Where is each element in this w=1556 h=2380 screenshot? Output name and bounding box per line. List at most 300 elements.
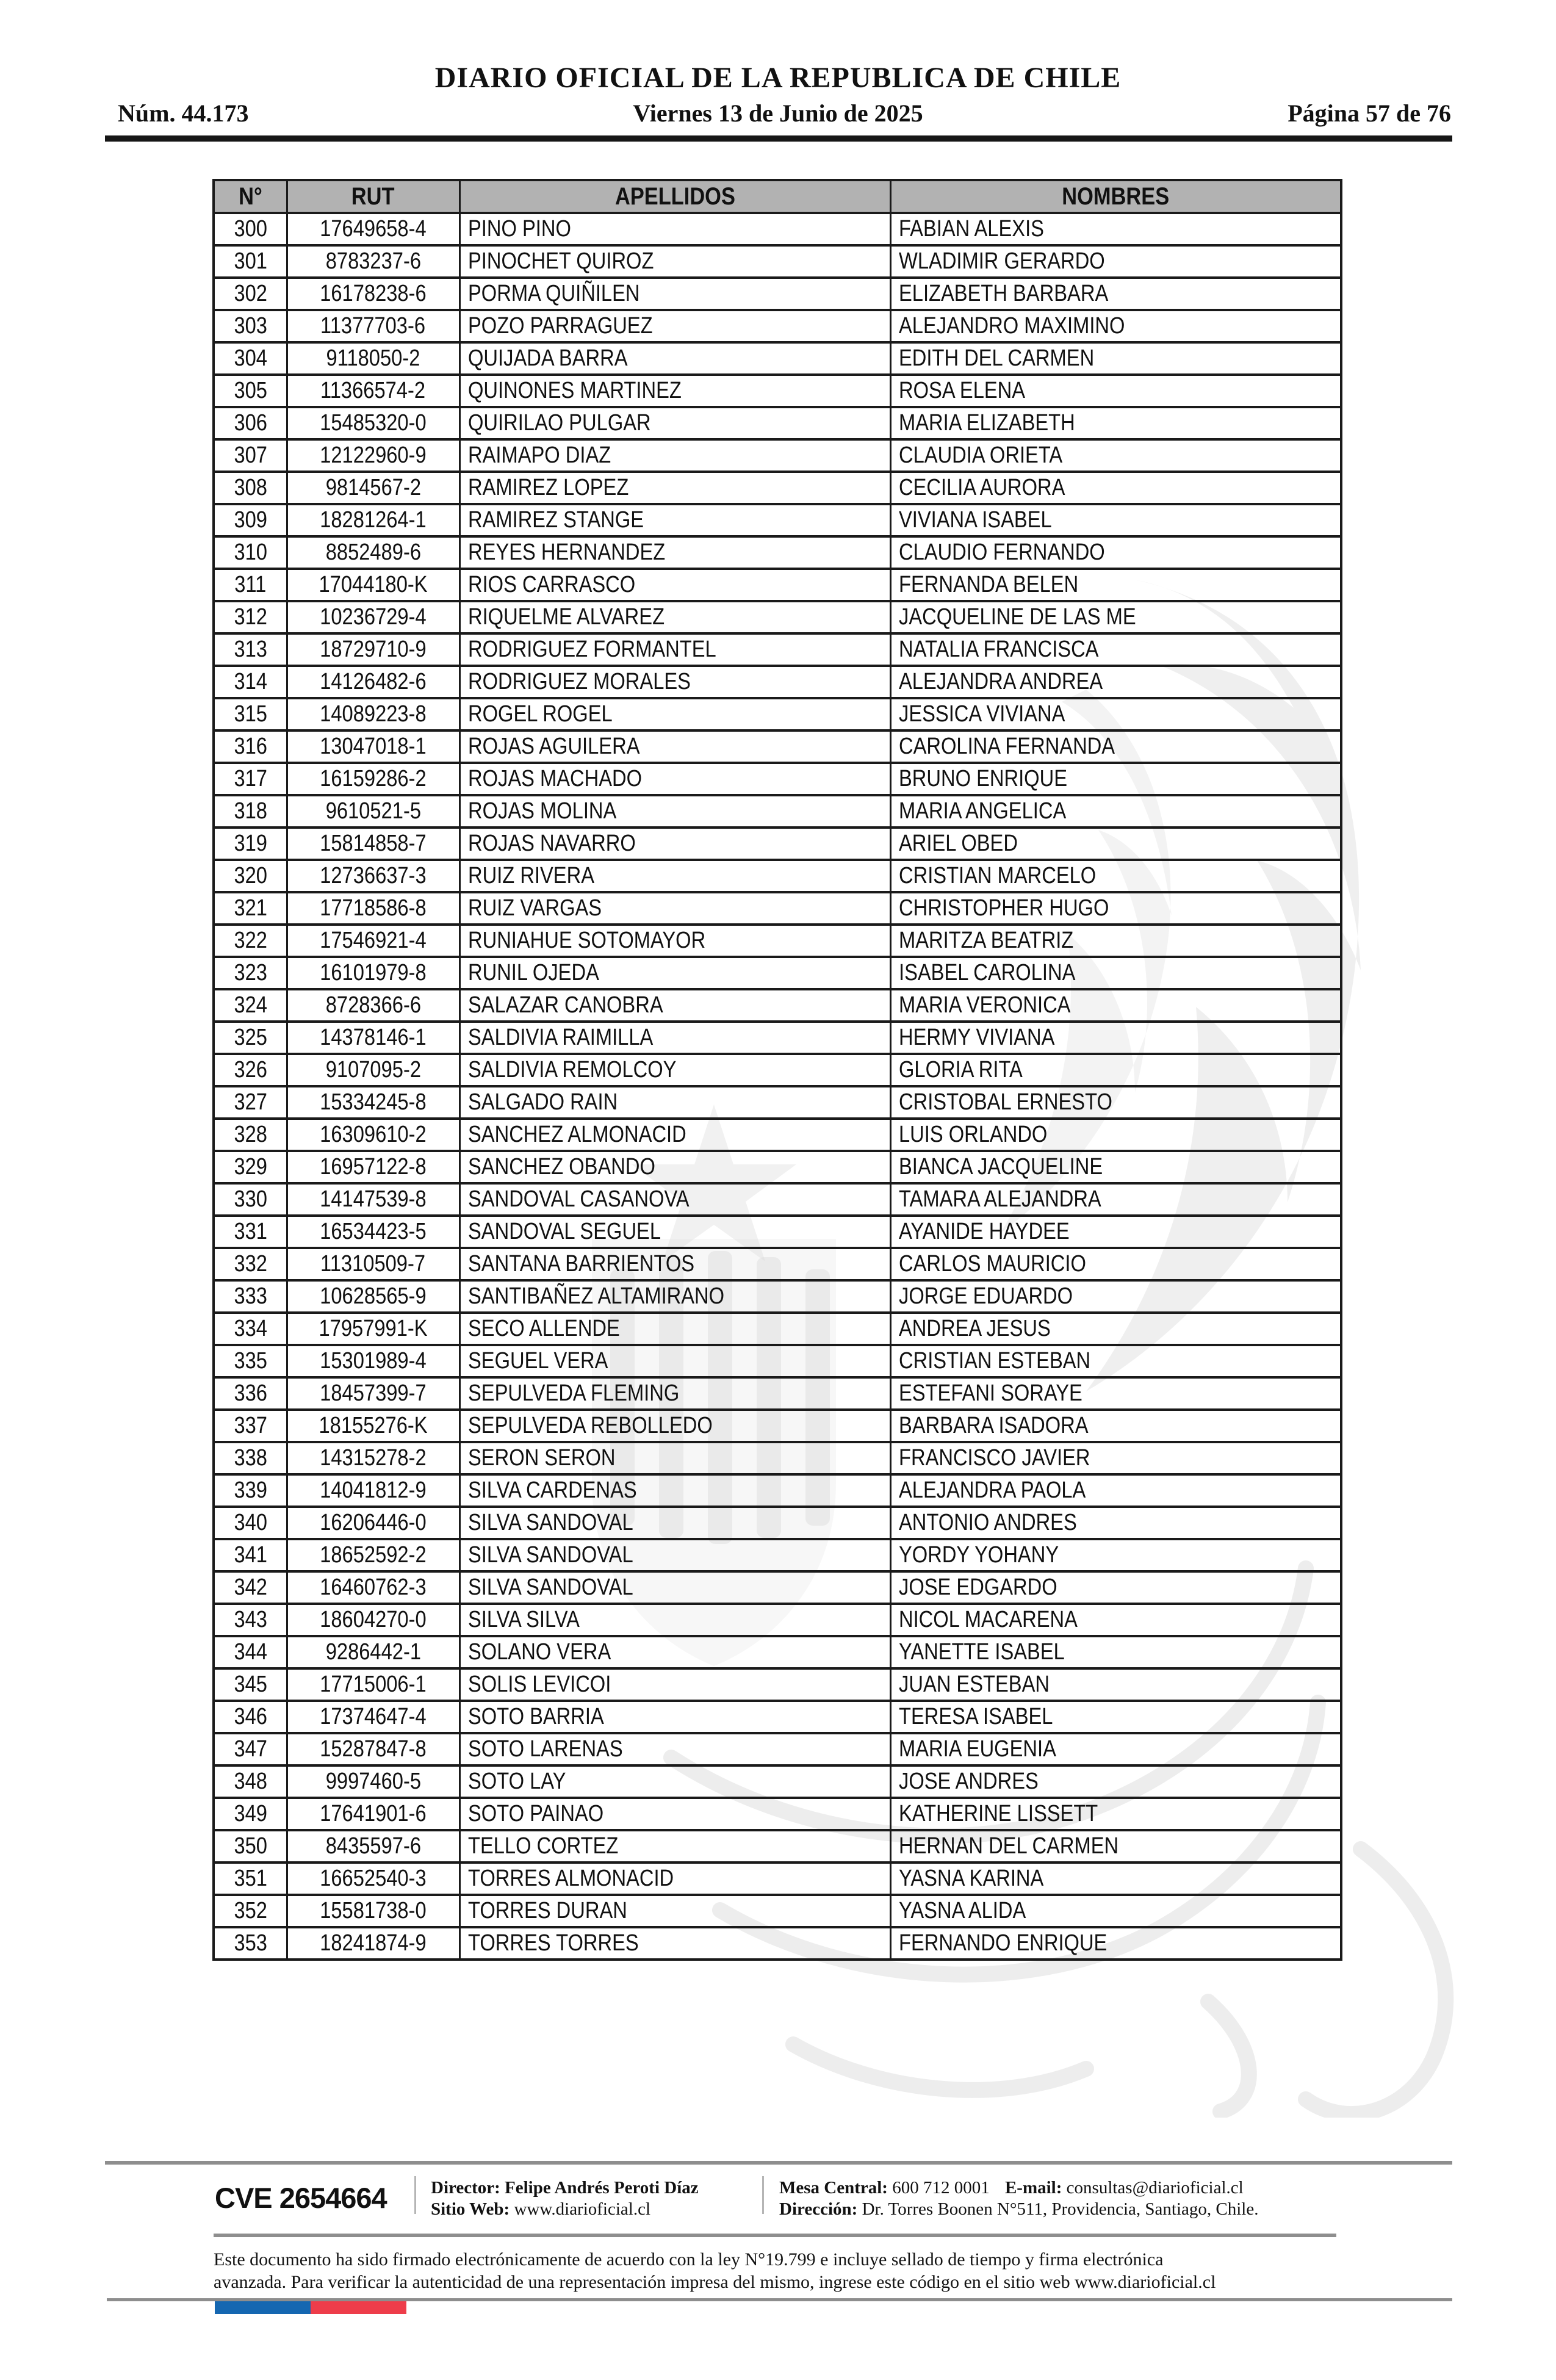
cell-apellidos xyxy=(459,375,890,407)
cell-rut xyxy=(287,1345,459,1377)
table-row xyxy=(214,1216,1341,1248)
cell-text: BIANCA JACQUELINE xyxy=(898,1154,1103,1180)
cell-text: 18241874-9 xyxy=(320,1930,427,1956)
cell-nombres xyxy=(890,666,1341,698)
cell-text: 8728366-6 xyxy=(325,992,421,1018)
column-header-label: N° xyxy=(238,182,262,210)
table-row xyxy=(214,310,1341,342)
cell-apellidos xyxy=(459,925,890,957)
cell-apellidos xyxy=(459,310,890,342)
cell-nombres xyxy=(890,860,1341,892)
cell-rut xyxy=(287,536,459,569)
cell-text: ROSA ELENA xyxy=(898,378,1025,403)
cell-text: CLAUDIO FERNANDO xyxy=(898,539,1105,565)
cell-text: 353 xyxy=(233,1930,267,1956)
cell-text: ROJAS NAVARRO xyxy=(467,831,636,856)
cell-text: 16957122-8 xyxy=(320,1154,427,1180)
column-header-num xyxy=(214,180,287,213)
cell-text: RIQUELME ALVAREZ xyxy=(467,604,665,630)
cell-text: SALGADO RAIN xyxy=(467,1089,618,1115)
cell-text: SOTO PAINAO xyxy=(467,1801,603,1826)
table-row xyxy=(214,1054,1341,1086)
cell-nombres xyxy=(890,601,1341,633)
cell-nombres xyxy=(890,1733,1341,1765)
table-row xyxy=(214,666,1341,698)
cell-nombres xyxy=(890,407,1341,439)
table-row xyxy=(214,1119,1341,1151)
table-row xyxy=(214,601,1341,633)
cell-nombres xyxy=(890,730,1341,763)
cell-text: 15485320-0 xyxy=(320,410,427,436)
cell-apellidos xyxy=(459,342,890,375)
cell-apellidos xyxy=(459,795,890,828)
table-row xyxy=(214,795,1341,828)
cell-num xyxy=(214,730,287,763)
cell-nombres xyxy=(890,1313,1341,1345)
table-row xyxy=(214,1863,1341,1895)
table-row xyxy=(214,1636,1341,1668)
cell-text: RODRIGUEZ FORMANTEL xyxy=(467,636,716,662)
cell-apellidos xyxy=(459,1830,890,1863)
cell-nombres xyxy=(890,342,1341,375)
cell-num xyxy=(214,925,287,957)
cell-text: 11377703-6 xyxy=(320,313,426,339)
cell-nombres xyxy=(890,1248,1341,1280)
cell-rut xyxy=(287,1571,459,1604)
cell-text: MARITZA BEATRIZ xyxy=(898,928,1073,953)
cell-text: 307 xyxy=(233,442,267,468)
cell-apellidos xyxy=(459,1183,890,1216)
cell-num xyxy=(214,472,287,504)
cell-text: 345 xyxy=(233,1671,267,1697)
cell-text: 14089223-8 xyxy=(320,701,427,727)
cell-text: 16309610-2 xyxy=(320,1122,427,1147)
table-row xyxy=(214,504,1341,536)
cell-text: 17957991-K xyxy=(319,1316,428,1341)
cell-text: TELLO CORTEZ xyxy=(467,1833,618,1859)
cell-rut xyxy=(287,763,459,795)
cell-num xyxy=(214,1054,287,1086)
cell-apellidos xyxy=(459,407,890,439)
cell-text: TORRES DURAN xyxy=(467,1898,627,1924)
cell-text: 9610521-5 xyxy=(325,798,421,824)
cell-num xyxy=(214,1442,287,1474)
cell-num xyxy=(214,1313,287,1345)
cell-text: CLAUDIA ORIETA xyxy=(898,442,1062,468)
cell-text: ANDREA JESUS xyxy=(898,1316,1051,1341)
cell-num xyxy=(214,439,287,472)
table-row xyxy=(214,989,1341,1022)
footer-top-rule xyxy=(105,2161,1452,2165)
cell-text: YASNA KARINA xyxy=(898,1866,1043,1891)
cell-text: 351 xyxy=(233,1866,267,1891)
cell-text: CRISTIAN ESTEBAN xyxy=(898,1348,1090,1374)
cell-text: 334 xyxy=(233,1316,267,1341)
cell-nombres xyxy=(890,1345,1341,1377)
cell-text: AYANIDE HAYDEE xyxy=(898,1219,1070,1244)
cell-text: 18155276-K xyxy=(319,1413,428,1438)
cell-num xyxy=(214,375,287,407)
cell-text: 309 xyxy=(233,507,267,533)
cell-text: MARIA ELIZABETH xyxy=(898,410,1075,436)
cell-rut xyxy=(287,472,459,504)
cell-text: FABIAN ALEXIS xyxy=(898,216,1044,242)
cell-text: SILVA SANDOVAL xyxy=(467,1510,633,1535)
cell-text: 15814858-7 xyxy=(320,831,427,856)
cell-text: GLORIA RITA xyxy=(898,1057,1023,1083)
cell-apellidos xyxy=(459,763,890,795)
table-row xyxy=(214,892,1341,925)
cell-text: VIVIANA ISABEL xyxy=(898,507,1052,533)
cell-apellidos xyxy=(459,892,890,925)
cell-text: 10236729-4 xyxy=(320,604,427,630)
cell-text: SOTO LARENAS xyxy=(467,1736,623,1762)
cell-apellidos xyxy=(459,1798,890,1830)
roster-table xyxy=(212,179,1342,1961)
cell-text: SOLIS LEVICOI xyxy=(467,1671,611,1697)
cell-apellidos xyxy=(459,472,890,504)
cell-text: SALAZAR CANOBRA xyxy=(467,992,663,1018)
cell-text: 304 xyxy=(233,345,267,371)
cell-nombres xyxy=(890,1507,1341,1539)
cell-nombres xyxy=(890,1280,1341,1313)
cell-text: MARIA ANGELICA xyxy=(898,798,1066,824)
signature-disclaimer xyxy=(214,2248,1330,2293)
cell-nombres xyxy=(890,1604,1341,1636)
table-row xyxy=(214,1604,1341,1636)
cell-num xyxy=(214,342,287,375)
director-label: Director: xyxy=(431,2178,500,2198)
cell-text: ALEJANDRA ANDREA xyxy=(898,669,1103,694)
cell-text: SEPULVEDA REBOLLEDO xyxy=(467,1413,713,1438)
cell-apellidos xyxy=(459,601,890,633)
cell-num xyxy=(214,1571,287,1604)
cell-text: 16652540-3 xyxy=(320,1866,427,1891)
cell-text: 14126482-6 xyxy=(320,669,427,694)
cell-nombres xyxy=(890,1442,1341,1474)
cell-nombres xyxy=(890,569,1341,601)
cell-rut xyxy=(287,989,459,1022)
cell-rut xyxy=(287,633,459,666)
cell-text: 8783237-6 xyxy=(325,248,421,274)
cell-text: 18281264-1 xyxy=(320,507,427,533)
website-value: www.diarioficial.cl xyxy=(514,2199,651,2219)
cell-rut xyxy=(287,1927,459,1960)
cell-text: CRISTIAN MARCELO xyxy=(898,863,1096,889)
cell-apellidos xyxy=(459,439,890,472)
cell-text: 17649658-4 xyxy=(320,216,427,242)
cell-text: 16206446-0 xyxy=(320,1510,427,1535)
cell-num xyxy=(214,860,287,892)
cell-num xyxy=(214,633,287,666)
table-row xyxy=(214,536,1341,569)
cell-rut xyxy=(287,1151,459,1183)
cell-text: RUNIAHUE SOTOMAYOR xyxy=(467,928,705,953)
table-row xyxy=(214,1507,1341,1539)
cell-nombres xyxy=(890,1636,1341,1668)
cell-num xyxy=(214,1539,287,1571)
issue-number: Núm. 44.173 xyxy=(118,99,249,127)
cell-text: 16178238-6 xyxy=(320,281,427,306)
cell-apellidos xyxy=(459,245,890,278)
cell-nombres xyxy=(890,1798,1341,1830)
address-value: Dr. Torres Boonen N°511, Providencia, Santiago, Chile. xyxy=(862,2199,1259,2219)
cell-text: SANCHEZ OBANDO xyxy=(467,1154,655,1180)
cell-text: SANDOVAL CASANOVA xyxy=(467,1186,690,1212)
cell-rut xyxy=(287,1183,459,1216)
cell-nombres xyxy=(890,536,1341,569)
cell-text: 347 xyxy=(233,1736,267,1762)
cell-text: 14378146-1 xyxy=(320,1025,427,1050)
cell-num xyxy=(214,763,287,795)
cell-text: HERMY VIVIANA xyxy=(898,1025,1054,1050)
cell-apellidos xyxy=(459,1442,890,1474)
cell-apellidos xyxy=(459,1377,890,1410)
cell-text: SANDOVAL SEGUEL xyxy=(467,1219,661,1244)
cell-text: 14315278-2 xyxy=(320,1445,427,1471)
cell-text: 325 xyxy=(233,1025,267,1050)
cell-num xyxy=(214,1022,287,1054)
cell-text: 332 xyxy=(233,1251,267,1277)
cell-text: FRANCISCO JAVIER xyxy=(898,1445,1090,1471)
phone-label: Mesa Central: xyxy=(779,2178,888,2198)
cell-apellidos xyxy=(459,1022,890,1054)
cell-text: 300 xyxy=(233,216,267,242)
cell-text: 9997460-5 xyxy=(325,1769,421,1794)
cell-text: SECO ALLENDE xyxy=(467,1316,620,1341)
column-header-label: NOMBRES xyxy=(1062,182,1170,210)
cell-text: CRISTOBAL ERNESTO xyxy=(898,1089,1112,1115)
cell-text: RUIZ VARGAS xyxy=(467,895,602,921)
cell-text: 312 xyxy=(233,604,267,630)
cell-text: 17641901-6 xyxy=(320,1801,427,1826)
table-row xyxy=(214,1377,1341,1410)
footer-divider-2 xyxy=(762,2176,764,2214)
cell-text: POZO PARRAGUEZ xyxy=(467,313,653,339)
cell-nombres xyxy=(890,1895,1341,1927)
table-row xyxy=(214,1474,1341,1507)
cell-text: 17374647-4 xyxy=(320,1704,427,1729)
cell-text: HERNAN DEL CARMEN xyxy=(898,1833,1118,1859)
cell-text: 16460762-3 xyxy=(320,1574,427,1600)
email-value: consultas@diarioficial.cl xyxy=(1066,2178,1244,2198)
cell-text: TORRES ALMONACID xyxy=(467,1866,674,1891)
cell-text: 321 xyxy=(233,895,267,921)
cell-text: 13047018-1 xyxy=(320,734,427,759)
cell-num xyxy=(214,1798,287,1830)
cell-text: FERNANDA BELEN xyxy=(898,572,1078,597)
phone-value: 600 712 0001 xyxy=(892,2178,990,2198)
cell-apellidos xyxy=(459,569,890,601)
column-header-label: RUT xyxy=(351,182,395,210)
cell-apellidos xyxy=(459,1604,890,1636)
cell-text: 333 xyxy=(233,1283,267,1309)
cell-num xyxy=(214,1636,287,1668)
cell-text: ROJAS MACHADO xyxy=(467,766,642,792)
cell-rut xyxy=(287,1474,459,1507)
cell-text: JUAN ESTEBAN xyxy=(898,1671,1050,1697)
cell-text: 12736637-3 xyxy=(320,863,427,889)
cell-nombres xyxy=(890,957,1341,989)
cell-text: 348 xyxy=(233,1769,267,1794)
table-row xyxy=(214,1927,1341,1960)
cell-text: 318 xyxy=(233,798,267,824)
table-row xyxy=(214,439,1341,472)
cell-nombres xyxy=(890,763,1341,795)
table-row xyxy=(214,957,1341,989)
cell-text: 315 xyxy=(233,701,267,727)
cell-num xyxy=(214,1895,287,1927)
cell-apellidos xyxy=(459,1216,890,1248)
column-header-label: APELLIDOS xyxy=(614,182,735,210)
cell-apellidos xyxy=(459,1313,890,1345)
address-label: Dirección: xyxy=(779,2199,858,2219)
cell-text: 11366574-2 xyxy=(320,378,426,403)
cell-apellidos xyxy=(459,1248,890,1280)
table-row xyxy=(214,1086,1341,1119)
cell-text: BRUNO ENRIQUE xyxy=(898,766,1067,792)
cell-text: RAIMAPO DIAZ xyxy=(467,442,611,468)
cell-text: 346 xyxy=(233,1704,267,1729)
cell-rut xyxy=(287,925,459,957)
cell-nombres xyxy=(890,1054,1341,1086)
cell-text: 329 xyxy=(233,1154,267,1180)
cell-nombres xyxy=(890,1571,1341,1604)
cell-rut xyxy=(287,828,459,860)
cell-apellidos xyxy=(459,1636,890,1668)
cell-text: 342 xyxy=(233,1574,267,1600)
cell-apellidos xyxy=(459,989,890,1022)
cell-num xyxy=(214,1248,287,1280)
cell-text: 9118050-2 xyxy=(326,345,420,371)
table-row xyxy=(214,472,1341,504)
cell-text: 349 xyxy=(233,1801,267,1826)
website-label: Sitio Web: xyxy=(431,2199,510,2219)
cell-apellidos xyxy=(459,860,890,892)
cell-rut xyxy=(287,1313,459,1345)
cell-apellidos xyxy=(459,1701,890,1733)
cell-text: 316 xyxy=(233,734,267,759)
cell-num xyxy=(214,1701,287,1733)
cell-text: 317 xyxy=(233,766,267,792)
table-row xyxy=(214,1022,1341,1054)
cell-apellidos xyxy=(459,1054,890,1086)
cell-num xyxy=(214,1086,287,1119)
cell-text: TERESA ISABEL xyxy=(898,1704,1053,1729)
cell-text: 352 xyxy=(233,1898,267,1924)
cell-num xyxy=(214,278,287,310)
cell-text: JORGE EDUARDO xyxy=(898,1283,1073,1309)
cell-rut xyxy=(287,698,459,730)
cell-num xyxy=(214,213,287,245)
cell-text: YORDY YOHANY xyxy=(898,1542,1059,1568)
cell-text: JOSE EDGARDO xyxy=(898,1574,1057,1600)
flag-red-block xyxy=(311,2301,406,2314)
cell-text: EDITH DEL CARMEN xyxy=(898,345,1094,371)
cell-num xyxy=(214,1927,287,1960)
cell-text: JACQUELINE DE LAS ME xyxy=(898,604,1136,630)
cell-apellidos xyxy=(459,1927,890,1960)
cell-num xyxy=(214,666,287,698)
cell-rut xyxy=(287,892,459,925)
column-header-apellidos xyxy=(459,180,890,213)
cell-text: RIOS CARRASCO xyxy=(467,572,635,597)
cell-num xyxy=(214,536,287,569)
cell-num xyxy=(214,569,287,601)
cell-text: 327 xyxy=(233,1089,267,1115)
cell-text: SOLANO VERA xyxy=(467,1639,611,1665)
cell-rut xyxy=(287,1410,459,1442)
cell-text: 303 xyxy=(233,313,267,339)
cell-num xyxy=(214,1119,287,1151)
cell-text: RUIZ RIVERA xyxy=(467,863,594,889)
cell-rut xyxy=(287,666,459,698)
cell-nombres xyxy=(890,439,1341,472)
table-row xyxy=(214,1248,1341,1280)
cell-rut xyxy=(287,213,459,245)
cell-text: 16159286-2 xyxy=(320,766,427,792)
cell-text: ROJAS AGUILERA xyxy=(467,734,640,759)
cell-apellidos xyxy=(459,666,890,698)
cell-apellidos xyxy=(459,1410,890,1442)
cell-rut xyxy=(287,860,459,892)
cell-num xyxy=(214,989,287,1022)
cell-text: 320 xyxy=(233,863,267,889)
cell-rut xyxy=(287,1539,459,1571)
cell-nombres xyxy=(890,213,1341,245)
cell-nombres xyxy=(890,1119,1341,1151)
table-row xyxy=(214,1183,1341,1216)
cell-text: PORMA QUIÑILEN xyxy=(467,281,639,306)
column-header-nombres xyxy=(890,180,1341,213)
cell-text: RODRIGUEZ MORALES xyxy=(467,669,691,694)
table-row xyxy=(214,569,1341,601)
cell-nombres xyxy=(890,1183,1341,1216)
cell-text: SEPULVEDA FLEMING xyxy=(467,1380,679,1406)
cell-apellidos xyxy=(459,1571,890,1604)
cell-text: SOTO BARRIA xyxy=(467,1704,604,1729)
cell-num xyxy=(214,1863,287,1895)
cell-apellidos xyxy=(459,1345,890,1377)
cell-text: SALDIVIA REMOLCOY xyxy=(467,1057,676,1083)
cell-text: 331 xyxy=(233,1219,267,1244)
cell-num xyxy=(214,1345,287,1377)
cell-num xyxy=(214,1410,287,1442)
cell-rut xyxy=(287,1086,459,1119)
cell-rut xyxy=(287,1507,459,1539)
cell-nombres xyxy=(890,472,1341,504)
cell-text: RAMIREZ STANGE xyxy=(467,507,644,533)
address-line xyxy=(779,2199,1258,2220)
table-row xyxy=(214,1895,1341,1927)
table-row xyxy=(214,278,1341,310)
cell-text: 17044180-K xyxy=(319,572,428,597)
cell-rut xyxy=(287,407,459,439)
cell-num xyxy=(214,1668,287,1701)
cell-text: 306 xyxy=(233,410,267,436)
cell-apellidos xyxy=(459,633,890,666)
cell-text: WLADIMIR GERARDO xyxy=(898,248,1105,274)
cell-text: 15287847-8 xyxy=(320,1736,427,1762)
table-row xyxy=(214,1830,1341,1863)
cell-text: SANTIBAÑEZ ALTAMIRANO xyxy=(467,1283,724,1309)
cell-text: 335 xyxy=(233,1348,267,1374)
cell-text: ROJAS MOLINA xyxy=(467,798,616,824)
cell-rut xyxy=(287,1668,459,1701)
cell-text: 324 xyxy=(233,992,267,1018)
cell-text: PINO PINO xyxy=(467,216,571,242)
cell-num xyxy=(214,828,287,860)
